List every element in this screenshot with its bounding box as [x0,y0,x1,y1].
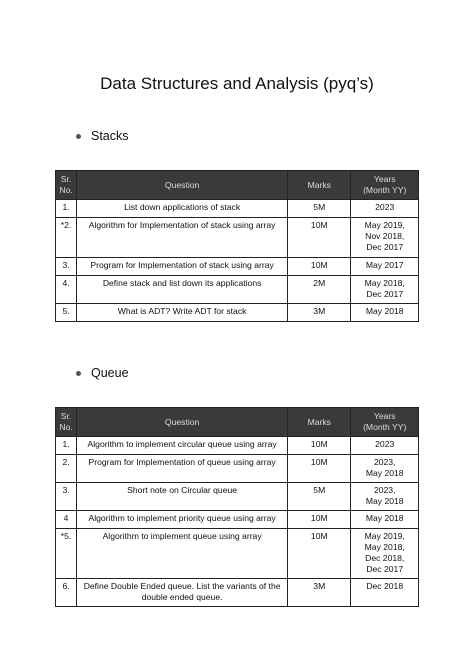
bullet-icon [76,134,81,139]
section-heading-stacks [76,129,129,143]
stacks-table [55,170,419,322]
header-sr-no: Sr. No. [56,408,77,437]
cell-question: Short note on Circular queue [77,483,288,511]
cell-question: Define Double Ended queue. List the variants of the double ended queue. [77,579,288,607]
table-row [56,579,419,607]
cell-question: Algorithm to implement circular queue using array [77,437,288,455]
cell-marks: 10M [288,529,351,579]
cell-years: May 2017 [351,258,419,276]
cell-years: 2023 [351,437,419,455]
cell-sr-no: 4 [56,511,77,529]
cell-question: Program for Implementation of stack using array [77,258,288,276]
cell-years: May 2018 [351,511,419,529]
cell-years: May 2019, May 2018, Dec 2018, Dec 2017 [351,529,419,579]
cell-sr-no: 1. [56,437,77,455]
cell-sr-no: 3. [56,258,77,276]
cell-question: Program for Implementation of queue using array [77,455,288,483]
cell-sr-no: 1. [56,200,77,218]
cell-marks: 10M [288,455,351,483]
cell-sr-no: 4. [56,276,77,304]
table-row [56,437,419,455]
table-row [56,200,419,218]
cell-years: Dec 2018 [351,579,419,607]
cell-sr-no: *2. [56,218,77,258]
cell-years: May 2018 [351,304,419,322]
table-row [56,218,419,258]
header-marks: Marks [288,408,351,437]
cell-years: May 2019, Nov 2018, Dec 2017 [351,218,419,258]
header-question: Question [77,171,288,200]
cell-years: 2023, May 2018 [351,455,419,483]
section-heading-label: Queue [91,366,129,380]
cell-years: 2023 [351,200,419,218]
page-title: Data Structures and Analysis (pyq’s) [100,74,374,93]
queue-table [55,407,419,607]
cell-marks: 5M [288,200,351,218]
cell-marks: 10M [288,218,351,258]
cell-years: May 2018, Dec 2017 [351,276,419,304]
table-row [56,276,419,304]
bullet-icon [76,371,81,376]
table-header-row [56,408,419,437]
cell-question: Algorithm to implement queue using array [77,529,288,579]
header-sr-no: Sr. No. [56,171,77,200]
table-row [56,258,419,276]
cell-sr-no: 6. [56,579,77,607]
cell-marks: 10M [288,437,351,455]
cell-years: 2023, May 2018 [351,483,419,511]
table-row [56,529,419,579]
header-years: Years (Month YY) [351,171,419,200]
header-marks: Marks [288,171,351,200]
cell-question: Algorithm for Implementation of stack using array [77,218,288,258]
cell-question: Algorithm to implement priority queue using array [77,511,288,529]
table-row [56,483,419,511]
cell-question: List down applications of stack [77,200,288,218]
cell-sr-no: 5. [56,304,77,322]
cell-sr-no: 2. [56,455,77,483]
cell-sr-no: 3. [56,483,77,511]
cell-question: What is ADT? Write ADT for stack [77,304,288,322]
table-row [56,455,419,483]
header-question: Question [77,408,288,437]
cell-marks: 3M [288,304,351,322]
table-row [56,511,419,529]
table-row [56,304,419,322]
cell-marks: 5M [288,483,351,511]
section-heading-label: Stacks [91,129,129,143]
cell-question: Define stack and list down its applications [77,276,288,304]
section-heading-queue [76,366,129,380]
cell-marks: 10M [288,258,351,276]
cell-marks: 10M [288,511,351,529]
header-years: Years (Month YY) [351,408,419,437]
cell-sr-no: *5. [56,529,77,579]
cell-marks: 2M [288,276,351,304]
cell-marks: 3M [288,579,351,607]
table-header-row [56,171,419,200]
